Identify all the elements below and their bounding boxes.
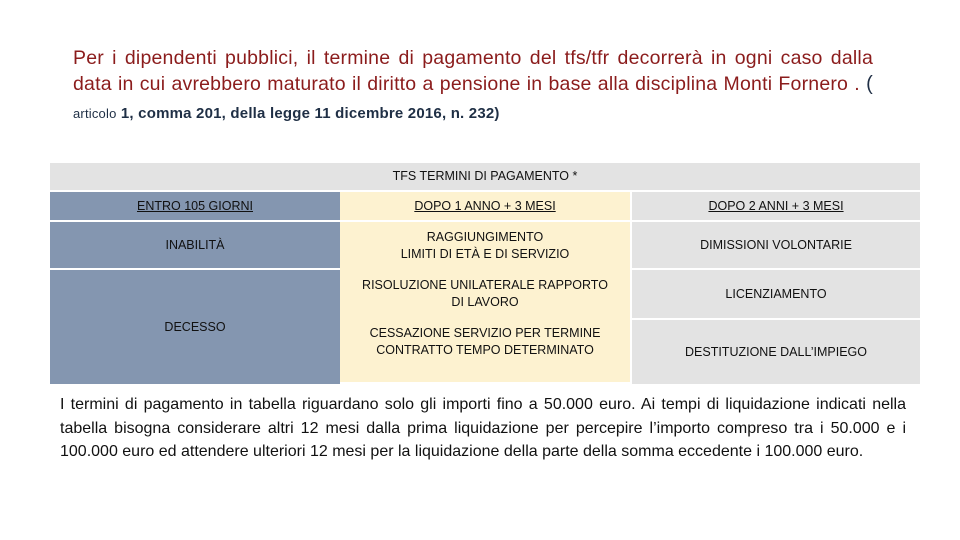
cell-destituzione: DESTITUZIONE DALL’IMPIEGO <box>632 320 920 384</box>
cell-inabilita: INABILITÀ <box>50 222 340 268</box>
cell-cessazione-servizio: CESSAZIONE SERVIZIO PER TERMINE CONTRATTO TEMPO DETERMINATO <box>369 326 601 357</box>
cell-raggiungimento-limiti: RAGGIUNGIMENTO LIMITI DI ETÀ E DI SERVIZIO <box>400 230 570 261</box>
cell-dimissioni-volontarie: DIMISSIONI VOLONTARIE <box>632 222 920 268</box>
ref-open-paren: ( <box>866 73 873 95</box>
table-title: TFS TERMINI DI PAGAMENTO * <box>50 163 920 190</box>
ref-article-word: articolo <box>73 106 117 121</box>
header-2-anni: DOPO 2 ANNI + 3 MESI <box>632 192 920 220</box>
ref-close-paren: ) <box>494 105 500 122</box>
header-105-giorni: ENTRO 105 GIORNI <box>50 192 340 220</box>
cell-licenziamento: LICENZIAMENTO <box>632 270 920 318</box>
cell-risoluzione-unilaterale: RISOLUZIONE UNILATERALE RAPPORTO DI LAVORO <box>362 278 608 309</box>
heading-paragraph <box>73 45 873 127</box>
heading-text: Per i dipendenti pubblici, il termine di pagamento del tfs/tfr decorrerà in ogni caso dalla data in cui avrebbero maturato il diritto a pensione in base alla disciplina Monti Fornero . <box>73 47 873 95</box>
ref-details: 1, comma 201, della legge 11 dicembre 2016, n. 232 <box>116 105 495 122</box>
header-1-anno: DOPO 1 ANNO + 3 MESI <box>340 192 630 220</box>
footnote-paragraph: I termini di pagamento in tabella riguardano solo gli importi fino a 50.000 euro. Ai tempi di liquidazione indicati nella tabella bisogna considerare altri 12 mesi dalla prima liquidazione per percepire l’importo compreso tra i 50.000 e i 100.000 euro ed attendere ulteriori 12 mesi per la liquidazione della parte della somma eccedente i 100.000 euro. <box>60 396 906 460</box>
cell-decesso: DECESSO <box>50 270 340 384</box>
